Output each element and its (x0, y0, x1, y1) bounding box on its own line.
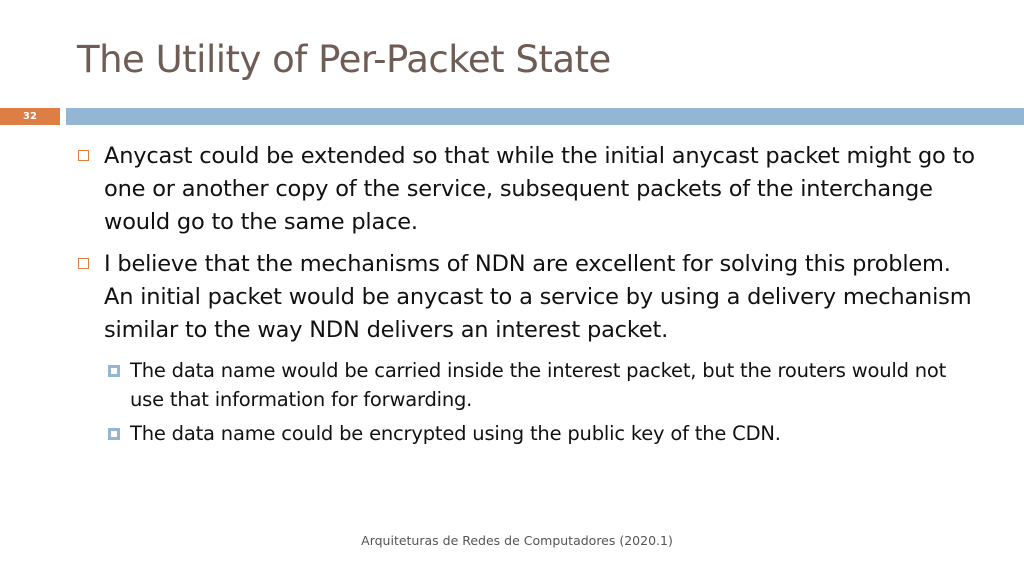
bullet-item (76, 140, 976, 239)
sub-bullet-item (76, 419, 976, 448)
square-bullet-icon (78, 258, 89, 269)
square-bullet-icon (78, 150, 89, 161)
bullet-item (76, 248, 976, 347)
filled-square-bullet-icon (108, 428, 120, 440)
slide-number: 32 (0, 108, 60, 125)
bullet-text: Anycast could be extended so that while the initial anycast packet might go to one or another copy of the service, subsequent packets of the interchange would go to the same place. (104, 143, 975, 235)
sub-bullet-item (76, 356, 976, 414)
bullet-text: The data name would be carried inside the interest packet, but the routers would not use that information for forwarding. (130, 359, 947, 411)
slide-content (76, 140, 976, 453)
slide-footer: Arquiteturas de Redes de Computadores (2020.1) (361, 533, 673, 548)
bullet-text: The data name could be encrypted using the public key of the CDN. (130, 422, 781, 445)
filled-square-bullet-icon (108, 365, 120, 377)
bullet-text: I believe that the mechanisms of NDN are excellent for solving this problem. An initial packet would be anycast to a service by using a delivery mechanism similar to the way NDN delivers an interest packet. (104, 251, 972, 343)
header-bar (66, 108, 1024, 125)
slide-title: The Utility of Per-Packet State (77, 38, 611, 81)
